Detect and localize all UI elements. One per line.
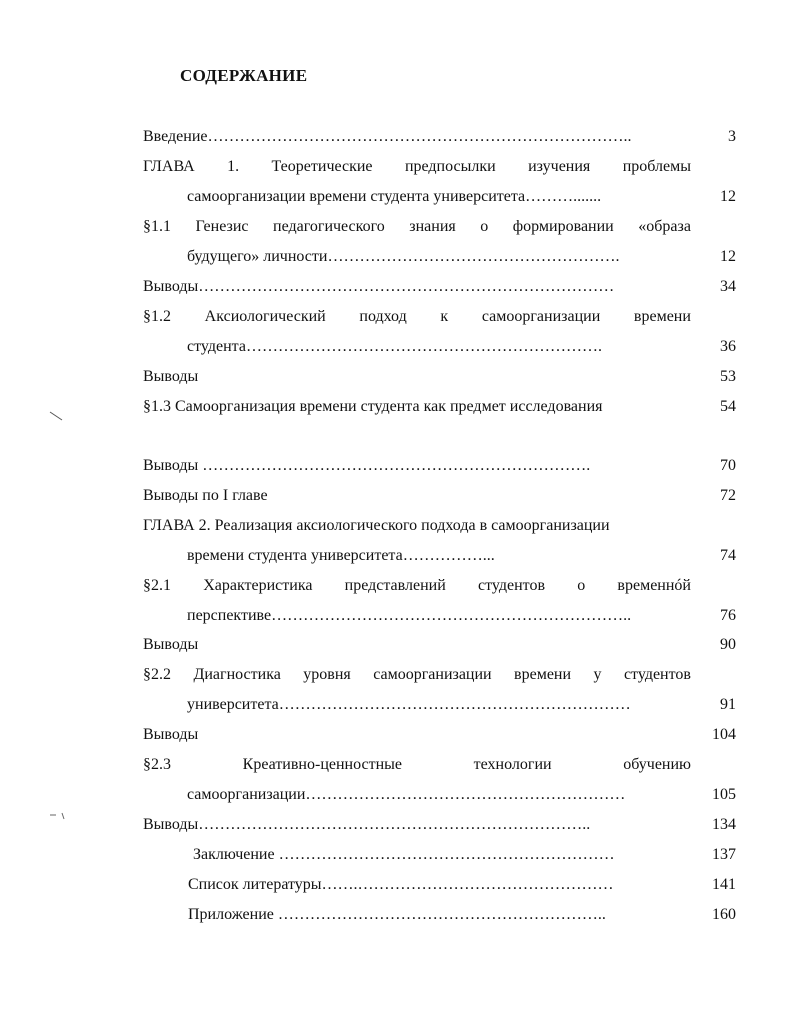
toc-page-conclusions-3: 70 xyxy=(720,457,736,474)
word: Креативно-ценностные xyxy=(242,756,403,773)
word: Генезис xyxy=(195,218,249,235)
toc-page-appendix: 160 xyxy=(712,906,736,923)
toc-entry-section-1-3: §1.3 Самоорганизация времени студента как предмет исследования xyxy=(143,398,603,415)
toc-entry-conclusions-3: Выводы ………………………………………………………………. xyxy=(143,457,591,474)
word: изучения xyxy=(528,158,591,175)
word: «образа xyxy=(638,218,691,235)
toc-entry-section-1-1-line1 xyxy=(143,216,691,238)
toc-entry-section-2-3-line2: самоорганизации…………………………………………………… xyxy=(187,786,626,803)
word: §2.1 xyxy=(143,577,171,594)
toc-page-conclusions-4: 90 xyxy=(720,636,736,653)
word: педагогического xyxy=(273,218,385,235)
word: самоорганизации xyxy=(481,308,601,325)
toc-entry-section-1-1-line2: будущего» личности………………………………………………. xyxy=(187,248,620,265)
word: представлений xyxy=(344,577,446,594)
word: временнóй xyxy=(617,577,691,594)
toc-entry-chapter1-conclusions: Выводы по I главе xyxy=(143,487,268,504)
toc-entry-chapter2-line2: времени студента университета……………... xyxy=(187,547,495,564)
toc-entry-appendix: Приложение …………………………………………………….. xyxy=(188,906,606,923)
toc-page-conclusion: 137 xyxy=(712,846,736,863)
toc-entry-chapter1-line1 xyxy=(143,156,691,178)
toc-entry-conclusions-5: Выводы xyxy=(143,726,199,743)
toc-entry-section-1-2-line2: студента…………………………………………………………. xyxy=(187,338,602,355)
toc-page-section-2-1: 76 xyxy=(720,607,736,624)
word: §1.2 xyxy=(143,308,171,325)
toc-page-section-2-2: 91 xyxy=(720,696,736,713)
word: времени xyxy=(633,308,691,325)
toc-page-conclusions-6: 134 xyxy=(712,816,736,833)
toc-entry-section-2-1-line2: перспективе………………………………………………………….. xyxy=(187,607,632,624)
toc-entry-section-2-3-line1 xyxy=(143,754,691,776)
word: технологии xyxy=(473,756,552,773)
toc-page-section-1-2: 36 xyxy=(720,338,736,355)
toc-page-chapter2: 74 xyxy=(720,547,736,564)
word: §1.1 xyxy=(143,218,171,235)
word: Диагностика xyxy=(193,666,281,683)
toc-page-chapter1-conclusions: 72 xyxy=(720,487,736,504)
toc-page-conclusions-2: 53 xyxy=(720,368,736,385)
scan-mark xyxy=(48,810,70,824)
toc-page-references: 141 xyxy=(712,876,736,893)
toc-entry-intro: Введение…………………………………………………………………….. xyxy=(143,128,632,145)
toc-page-chapter1: 12 xyxy=(720,188,736,205)
word: предпосылки xyxy=(404,158,496,175)
toc-page-conclusions-1: 34 xyxy=(720,278,736,295)
word: о xyxy=(577,577,586,594)
word: проблемы xyxy=(622,158,691,175)
word: 1. xyxy=(227,158,240,175)
word: у xyxy=(593,666,602,683)
word: Характеристика xyxy=(203,577,313,594)
word: самоорганизации xyxy=(373,666,492,683)
word: ГЛАВА xyxy=(143,158,195,175)
toc-entry-chapter1-line2: самоорганизации времени студента университета………....... xyxy=(187,188,602,205)
toc-entry-conclusions-6: Выводы……………………………………………………………….. xyxy=(143,816,591,833)
word: студентов xyxy=(477,577,545,594)
word: студентов xyxy=(623,666,691,683)
word: Аксиологический xyxy=(204,308,326,325)
toc-entry-conclusions-4: Выводы xyxy=(143,636,199,653)
toc-page-intro: 3 xyxy=(728,128,736,145)
word: к xyxy=(440,308,449,325)
word: уровня xyxy=(303,666,351,683)
word: знания xyxy=(409,218,456,235)
word: времени xyxy=(514,666,572,683)
toc-page-section-2-3: 105 xyxy=(712,786,736,803)
toc-entry-conclusions-1: Выводы…………………………………………………………………… xyxy=(143,278,615,295)
toc-page-section-1-1: 12 xyxy=(720,248,736,265)
scan-mark xyxy=(48,410,68,424)
word: о xyxy=(480,218,489,235)
toc-entry-chapter2-line1: ГЛАВА 2. Реализация аксиологического подхода в самоорганизации xyxy=(143,517,610,534)
toc-page-conclusions-5: 104 xyxy=(712,726,736,743)
toc-entry-section-2-1-line1 xyxy=(143,575,691,597)
toc-page-section-1-3: 54 xyxy=(720,398,736,415)
toc-entry-conclusion: Заключение ……………………………………………………… xyxy=(193,846,615,863)
toc-title: СОДЕРЖАНИЕ xyxy=(180,66,308,85)
word: §2.3 xyxy=(143,756,171,773)
word: Теоретические xyxy=(271,158,373,175)
toc-entry-section-1-2-line1 xyxy=(143,306,691,328)
word: подход xyxy=(359,308,407,325)
toc-entry-section-2-2-line2: университета………………………………………………………… xyxy=(187,696,631,713)
word: формировании xyxy=(512,218,614,235)
toc-entry-references: Список литературы…….………………………………………… xyxy=(188,876,614,893)
toc-entry-section-2-2-line1 xyxy=(143,664,691,686)
word: обучению xyxy=(623,756,691,773)
word: §2.2 xyxy=(143,666,171,683)
toc-entry-conclusions-2: Выводы xyxy=(143,368,199,385)
